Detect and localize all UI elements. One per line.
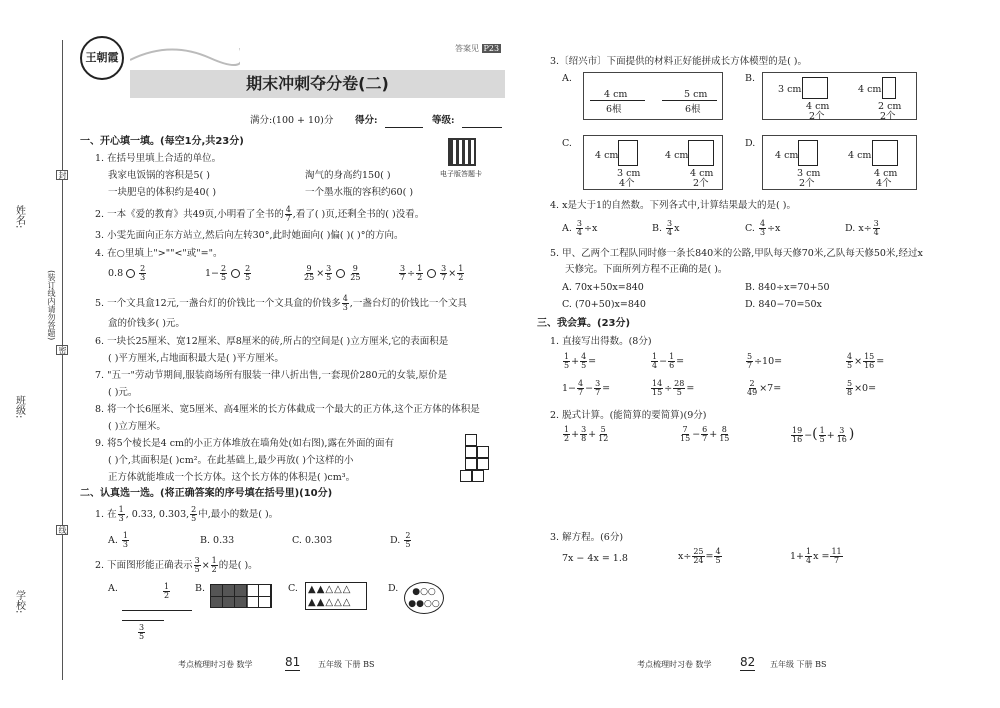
dim-label: 4 cm <box>858 84 882 95</box>
grade-label: 等级: <box>432 115 455 126</box>
class-label: 班级: <box>13 395 25 419</box>
q1-1a: 我家电饭锅的容积是5( ) <box>108 170 210 181</box>
face <box>798 140 818 166</box>
ribbon-decoration <box>130 40 240 70</box>
dim-label: 4 cm <box>690 168 714 179</box>
q1-7a: 7. "五一"劳动节期间,服装商场所有服装一律八折出售,一套现价280元的女装,原价是 <box>95 370 448 381</box>
footer-right-grade: 五年级 下册 BS <box>770 660 827 669</box>
q1-4d: $\frac{3}{7}$ ÷ $\frac{1}{2}$ $\frac{3}{7}$ × $\frac{1}{2}$ <box>400 264 464 282</box>
q2-3-opt-b[interactable]: B. <box>745 73 756 84</box>
q1-1d: 一个墨水瓶的容积约60( ) <box>305 187 414 198</box>
rod-count: 6根 <box>685 104 701 115</box>
count-label: 2个 <box>809 111 825 122</box>
q3-2: 2. 脱式计算。(能简算的要简算)(9分) <box>550 410 707 421</box>
q1-8a: 8. 将一个长6厘米、宽5厘米、高4厘米的长方体截成一个最大的正方体,这个正方体的体积是 <box>95 404 480 415</box>
dim-label: 3 cm <box>778 84 802 95</box>
q2-1-opt-b[interactable]: B. 0.33 <box>200 535 235 546</box>
dim-label: 4 cm <box>595 150 619 161</box>
q2-2-opt-c-label[interactable]: C. <box>288 583 298 594</box>
dim-label: 4 cm <box>806 101 830 112</box>
q2-1-opt-d[interactable]: D. $\frac{2}{5}$ <box>390 531 411 549</box>
seal-mark: 密 <box>58 346 67 354</box>
grade-blank[interactable] <box>462 127 502 128</box>
q2-3-opt-c[interactable]: C. <box>562 138 572 149</box>
q2-4-opt-a[interactable]: A. $\frac{3}{4}$ ÷x <box>562 219 598 237</box>
q2-5a: 5. 甲、乙两个工程队同时修一条长840米的公路,甲队每天修70米,乙队每天修50米,经过x <box>550 248 923 259</box>
section-2-title: 二、认真选一选。(将正确答案的序号填在括号里)(10分) <box>80 488 333 499</box>
footer-left-grade: 五年级 下册 BS <box>318 660 375 669</box>
q2-2-opt-b-label[interactable]: B. <box>195 583 206 594</box>
q2-5-opt-d[interactable]: D. 840−70=50x <box>745 299 822 310</box>
rod-count: 6根 <box>606 104 622 115</box>
score-label: 得分: <box>355 115 378 126</box>
face <box>802 77 828 99</box>
q1-4b: 1− $\frac{2}{5}$ $\frac{2}{5}$ <box>205 264 251 282</box>
dim-label: 3 cm <box>797 168 821 179</box>
count-label: 2个 <box>799 178 815 189</box>
rod-length: 5 cm <box>684 89 708 100</box>
score-blank[interactable] <box>385 127 423 128</box>
equation-3: 1+ $\frac{1}{4}$ x = $\frac{11}{7}$ <box>790 547 842 565</box>
q2-4-opt-b[interactable]: B. $\frac{3}{4}$ x <box>652 219 680 237</box>
q2-4: 4. x是大于1的自然数。下列各式中,计算结果最大的是( )。 <box>550 200 796 211</box>
footer-right-text: 考点梳理时习卷 数学 <box>637 660 712 669</box>
face <box>872 140 898 166</box>
q2-4-opt-c[interactable]: C. $\frac{4}{3}$ ÷x <box>745 219 781 237</box>
seal-mark: 线 <box>58 526 67 534</box>
grid-figure <box>210 584 272 608</box>
q1-6a: 6. 一块长25厘米、宽12厘米、厚8厘米的砖,所占的空间是( )立方厘米,它的表面积是 <box>95 336 449 347</box>
name-label: 姓名: <box>13 205 25 229</box>
q2-5b: 天修完。下面所列方程不正确的是( )。 <box>565 264 728 275</box>
score-line: 满分:(100 + 10)分 <box>250 115 334 126</box>
count-label: 2个 <box>880 111 896 122</box>
face <box>882 77 896 99</box>
seal-warning: (装订线内请勿答题) <box>47 270 56 341</box>
q2-3-opt-d[interactable]: D. <box>745 138 756 149</box>
section-1-title: 一、开心填一填。(每空1分,共23分) <box>80 136 244 147</box>
seal-mark: 封 <box>58 171 67 179</box>
q2-4-opt-d[interactable]: D. x÷ $\frac{3}{4}$ <box>845 219 879 237</box>
equation-2: x÷ $\frac{25}{24}$ = $\frac{4}{5}$ <box>678 547 721 565</box>
school-label: 学校: <box>13 590 25 614</box>
dim-label: 4 cm <box>665 150 689 161</box>
q1-4a: 0.8 $\frac{2}{3}$ <box>108 264 146 282</box>
footer-right-page: 82 <box>740 655 756 669</box>
q2-1-opt-c[interactable]: C. 0.303 <box>292 535 333 546</box>
footer-left-page: 81 <box>285 655 301 669</box>
dim-label: 3 cm <box>617 168 641 179</box>
q1-9a: 9. 将5个棱长是4 cm的小正方体堆放在墙角处(如右图),露在外面的面有 <box>95 438 394 449</box>
dot-circle-figure: ●○○ ●●○○ <box>404 582 444 614</box>
q2-3: 3.〔绍兴市〕下面提供的材料正好能拼成长方体模型的是( )。 <box>550 56 807 67</box>
section-3-title: 三、我会算。(23分) <box>537 318 631 329</box>
q3-1: 1. 直接写出得数。(8分) <box>550 336 652 347</box>
dim-label: 4 cm <box>874 168 898 179</box>
q1-1: 1. 在括号里填上合适的单位。 <box>95 153 222 164</box>
q2-2: 2. 下面图形能正确表示 $\frac{3}{5}$ × $\frac{1}{2}$ 的是( )。 <box>95 556 258 574</box>
face <box>688 140 714 166</box>
qr-code[interactable] <box>448 138 476 166</box>
q1-5c: 盒的价钱多( )元。 <box>108 318 185 329</box>
q1-1c: 一块肥皂的体积约是40( ) <box>108 187 217 198</box>
count-label: 2个 <box>693 178 709 189</box>
answer-ref: 答案见 P23 <box>455 44 500 53</box>
face <box>618 140 638 166</box>
count-label: 4个 <box>876 178 892 189</box>
dim-label: 4 cm <box>848 150 872 161</box>
q1-9c: 正方体就能堆成一个长方体。这个长方体的体积是( )cm³。 <box>108 472 356 483</box>
q1-4c: $\frac{9}{25}$ × $\frac{3}{5}$ $\frac{9}{25}$ <box>304 264 361 282</box>
page-title: 期末冲刺夺分卷(二) <box>246 74 389 93</box>
q2-1-opt-a[interactable]: A. $\frac{1}{3}$ <box>108 531 129 549</box>
equation-1: 7x − 4x = 1.8 <box>562 553 628 564</box>
q1-2: 2. 一本《爱的教育》共49页,小明看了全书的 $\frac{4}{7}$ ,看了( )页,还剩全书的( )没看。 <box>95 205 425 223</box>
binding-line <box>62 40 63 680</box>
q1-4: 4. 在○里填上">""<"或"="。 <box>95 248 223 259</box>
q1-1b: 淘气的身高约150( ) <box>305 170 391 181</box>
q1-5a: 5. 一个文具盒12元,一盏台灯的价钱比一个文具盒的价钱多 $\frac{4}{3}$ ,一盏台灯的价钱比一个文具 <box>95 294 467 312</box>
q3-3: 3. 解方程。(6分) <box>550 532 624 543</box>
q1-6b: ( )平方厘米,占地面积最大是( )平方厘米。 <box>108 353 284 364</box>
q2-3-opt-a[interactable]: A. <box>562 73 572 84</box>
q2-5-opt-b[interactable]: B. 840÷x=70+50 <box>745 282 830 293</box>
rod <box>590 100 645 101</box>
qr-caption: 电子版答题卡 <box>440 170 482 178</box>
brand-logo <box>80 36 124 80</box>
triangle-figure: ▲▲△△△ ▲▲△△△ <box>305 582 367 610</box>
q1-3: 3. 小雯先面向正东方站立,然后向左转30°,此时她面向( )偏( )( )°的方向。 <box>95 230 404 241</box>
q1-7b: ( )元。 <box>108 387 138 398</box>
logo-text: 王朝霞 <box>85 51 119 65</box>
rod <box>662 100 717 101</box>
q2-2-opt-d-label[interactable]: D. <box>388 583 399 594</box>
dim-label: 2 cm <box>878 101 902 112</box>
q2-5-opt-c[interactable]: C. (70+50)x=840 <box>562 299 646 310</box>
q2-1: 1. 在 $\frac{1}{3}$ , 0.33, 0.303, $\frac{2}{5}$ 中,最小的数是( )。 <box>95 505 279 523</box>
rod-length: 4 cm <box>604 89 628 100</box>
q2-2-opt-a-label[interactable]: A. <box>108 583 118 594</box>
dim-label: 4 cm <box>775 150 799 161</box>
q2-5-opt-a[interactable]: A. 70x+50x=840 <box>562 282 644 293</box>
footer-left-text: 考点梳理时习卷 数学 <box>178 660 253 669</box>
q1-8b: ( )立方厘米。 <box>108 421 166 432</box>
count-label: 4个 <box>619 178 635 189</box>
q1-9b: ( )个,其面积是( )cm²。在此基础上,最少再放( )个这样的小 <box>108 455 354 466</box>
